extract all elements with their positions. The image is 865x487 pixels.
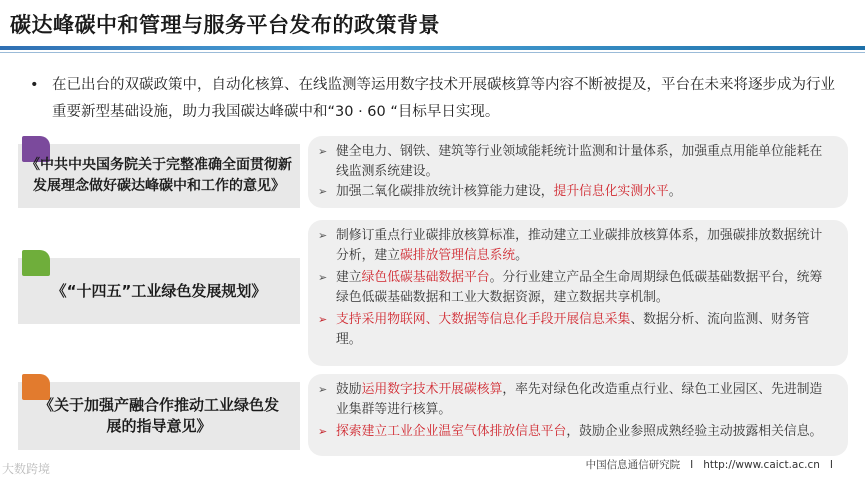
- item-text: 。分行业建立产品全生命周期绿色低碳基础数据平台，统筹绿色低碳基础数据和工业大数据资源，建立数据共享机制。: [336, 270, 823, 305]
- policy-title-box: [18, 258, 300, 324]
- item-text: ，鼓励企业参照成熟经验主动披露相关信息。: [566, 424, 823, 439]
- item-text: 加强二氧化碳排放统计核算能力建设，: [336, 184, 554, 199]
- policy-item: [314, 380, 834, 420]
- intro-text: 在已出台的双碳政策中，自动化核算、在线监测等运用数字技术开展碳核算等内容不断被提及，平台在未来将逐步成为行业重要新型基础设施，助力我国碳达峰碳中和“30 · 60 “目标早日实现。: [52, 77, 835, 120]
- item-text: 健全电力、钢铁、建筑等行业领域能耗统计监测和计量体系，加强重点用能单位能耗在线监测系统建设。: [336, 144, 823, 179]
- footer: [586, 457, 843, 472]
- intro-paragraph: [30, 72, 845, 126]
- policy-item: [314, 182, 834, 202]
- item-text: ，率先对绿色化改造重点行业、绿色工业园区、先进制造业集群等进行核算。: [336, 382, 823, 417]
- policy-item: [314, 142, 834, 182]
- item-highlight: 支持采用物联网、大数据等信息化手段开展信息采集: [336, 312, 631, 327]
- policy-items-box: [308, 374, 848, 456]
- item-text: 制修订重点行业碳排放核算标准，推动建立工业碳排放核算体系，加强碳排放数据统计分析，建立: [336, 228, 823, 263]
- item-highlight: 绿色低碳基础数据平台: [361, 270, 490, 285]
- footer-org: 中国信息通信研究院: [585, 459, 681, 471]
- item-highlight: 探索建立工业企业温室气体排放信息平台: [336, 424, 567, 439]
- policy-item: [314, 422, 834, 442]
- accent-tab: [22, 250, 50, 276]
- policy-title: 《“十四五”工业绿色发展规划》: [51, 282, 267, 300]
- policy-item: [314, 310, 834, 350]
- arrow-icon: ➢: [318, 229, 328, 242]
- footer-separator: I: [690, 459, 694, 471]
- title-underline-thin: [0, 52, 865, 53]
- item-highlight: 运用数字技术开展碳核算: [361, 382, 503, 397]
- policy-title-box: [18, 144, 300, 208]
- arrow-icon: ➢: [318, 425, 328, 438]
- watermark-logo: 大数跨境: [2, 462, 51, 476]
- arrow-icon: ➢: [318, 383, 328, 396]
- policy-section-1: [18, 136, 848, 216]
- item-highlight: 提升信息化实测水平: [553, 184, 669, 199]
- policy-section-2: [18, 218, 848, 366]
- policy-item: [314, 268, 834, 308]
- item-text: 建立: [336, 270, 362, 285]
- policy-title-box: [18, 382, 300, 450]
- arrow-icon: ➢: [318, 185, 328, 198]
- item-text: 、数据分析、流向监测、财务管理。: [336, 312, 810, 347]
- policy-title: 《中共中央国务院关于完整准确全面贯彻新发展理念做好碳达峰碳中和工作的意见》: [26, 157, 292, 194]
- policy-items-box: [308, 136, 848, 208]
- policy-item: [314, 226, 834, 266]
- arrow-icon: ➢: [318, 313, 328, 326]
- policy-section-3: [18, 374, 848, 458]
- item-highlight: 碳排放管理信息系统: [399, 248, 516, 263]
- policy-title: 《关于加强产融合作推动工业绿色发展的指导意见》: [38, 396, 279, 435]
- arrow-icon: ➢: [318, 145, 328, 158]
- footer-url[interactable]: http://www.caict.ac.cn: [703, 459, 820, 471]
- bullet-icon: •: [30, 77, 39, 93]
- page-title: 碳达峰碳中和管理与服务平台发布的政策背景: [10, 13, 440, 37]
- arrow-icon: ➢: [318, 271, 328, 284]
- item-text: 。: [515, 248, 528, 263]
- footer-separator: I: [829, 459, 833, 471]
- policy-items-box: [308, 220, 848, 366]
- title-underline: [0, 46, 865, 50]
- item-text: 鼓励: [336, 382, 362, 397]
- item-text: 。: [668, 184, 682, 199]
